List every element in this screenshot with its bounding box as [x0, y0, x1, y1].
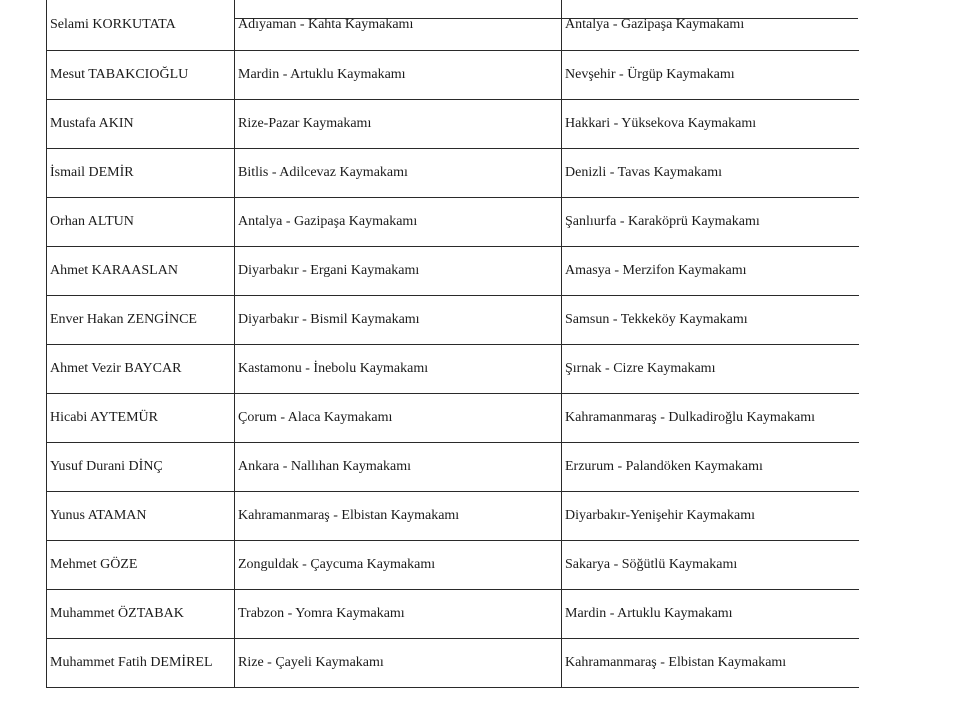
previous-post: Trabzon - Yomra Kaymakamı — [238, 606, 405, 621]
previous-post-cell — [235, 296, 562, 345]
new-post: Samsun - Tekkeköy Kaymakamı — [565, 312, 748, 327]
previous-post-cell — [235, 198, 562, 247]
new-post: Mardin - Artuklu Kaymakamı — [565, 606, 733, 621]
previous-post-cell — [235, 443, 562, 492]
person-name: Selami KORKUTATA — [50, 17, 176, 32]
new-post-cell — [562, 345, 859, 394]
previous-post-cell — [235, 345, 562, 394]
previous-post: Adıyaman - Kahta Kaymakamı — [238, 17, 414, 32]
previous-post: Antalya - Gazipaşa Kaymakamı — [238, 214, 418, 229]
new-post-cell — [562, 541, 859, 590]
new-post-cell — [562, 0, 859, 51]
new-post: Şırnak - Cizre Kaymakamı — [565, 361, 716, 376]
new-post: Hakkari - Yüksekova Kaymakamı — [565, 116, 757, 131]
previous-post-cell — [235, 590, 562, 639]
new-post: Antalya - Gazipaşa Kaymakamı — [565, 17, 745, 32]
new-post-cell — [562, 149, 859, 198]
previous-post-cell — [235, 51, 562, 100]
person-name: Mustafa AKIN — [50, 116, 134, 131]
name-cell — [47, 345, 235, 394]
previous-post: Mardin - Artuklu Kaymakamı — [238, 67, 406, 82]
previous-post-cell — [235, 100, 562, 149]
name-cell — [47, 590, 235, 639]
previous-post-cell — [235, 149, 562, 198]
previous-post-cell — [235, 247, 562, 296]
table-row — [47, 639, 859, 688]
name-cell — [47, 51, 235, 100]
name-cell — [47, 198, 235, 247]
previous-post: Kahramanmaraş - Elbistan Kaymakamı — [238, 508, 460, 523]
person-name: Mesut TABAKCIOĞLU — [50, 67, 189, 82]
table-row — [47, 247, 859, 296]
new-post: Diyarbakır-Yenişehir Kaymakamı — [565, 508, 755, 523]
previous-post: Ankara - Nallıhan Kaymakamı — [238, 459, 411, 474]
previous-post: Diyarbakır - Ergani Kaymakamı — [238, 263, 420, 278]
new-post-cell — [562, 590, 859, 639]
new-post-cell — [562, 394, 859, 443]
previous-post: Rize - Çayeli Kaymakamı — [238, 655, 384, 670]
table-row — [47, 149, 859, 198]
new-post-cell — [562, 198, 859, 247]
new-post-cell — [562, 639, 859, 688]
table-row — [47, 100, 859, 149]
appointment-table — [46, 0, 859, 688]
previous-post-cell — [235, 492, 562, 541]
new-post: Kahramanmaraş - Elbistan Kaymakamı — [565, 655, 787, 670]
person-name: Ahmet KARAASLAN — [50, 263, 178, 278]
person-name: Mehmet GÖZE — [50, 557, 138, 572]
previous-post: Çorum - Alaca Kaymakamı — [238, 410, 393, 425]
person-name: İsmail DEMİR — [50, 165, 134, 180]
person-name: Ahmet Vezir BAYCAR — [50, 361, 182, 376]
new-post-cell — [562, 296, 859, 345]
new-post-cell — [562, 443, 859, 492]
previous-post: Kastamonu - İnebolu Kaymakamı — [238, 361, 429, 376]
new-post-cell — [562, 492, 859, 541]
name-cell — [47, 296, 235, 345]
table-row — [47, 296, 859, 345]
table-row — [47, 590, 859, 639]
name-cell — [47, 443, 235, 492]
name-cell — [47, 639, 235, 688]
name-cell — [47, 100, 235, 149]
new-post: Sakarya - Söğütlü Kaymakamı — [565, 557, 738, 572]
new-post: Nevşehir - Ürgüp Kaymakamı — [565, 67, 735, 82]
person-name: Muhammet ÖZTABAK — [50, 606, 184, 621]
name-cell — [47, 149, 235, 198]
person-name: Enver Hakan ZENGİNCE — [50, 312, 197, 327]
table-row — [47, 443, 859, 492]
name-cell — [47, 247, 235, 296]
person-name: Yusuf Durani DİNÇ — [50, 459, 163, 474]
previous-post: Zonguldak - Çaycuma Kaymakamı — [238, 557, 436, 572]
new-post: Kahramanmaraş - Dulkadiroğlu Kaymakamı — [565, 410, 815, 425]
table-row — [47, 0, 859, 51]
new-post: Şanlıurfa - Karaköprü Kaymakamı — [565, 214, 760, 229]
new-post: Amasya - Merzifon Kaymakamı — [565, 263, 747, 278]
table-row — [47, 51, 859, 100]
person-name: Muhammet Fatih DEMİREL — [50, 655, 213, 670]
table-row — [47, 492, 859, 541]
new-post-cell — [562, 51, 859, 100]
person-name: Orhan ALTUN — [50, 214, 134, 229]
previous-post-cell — [235, 639, 562, 688]
previous-post-cell — [235, 394, 562, 443]
previous-post: Bitlis - Adilcevaz Kaymakamı — [238, 165, 408, 180]
previous-post: Rize-Pazar Kaymakamı — [238, 116, 372, 131]
person-name: Yunus ATAMAN — [50, 508, 147, 523]
table-row — [47, 394, 859, 443]
previous-post-cell — [235, 0, 562, 51]
new-post-cell — [562, 247, 859, 296]
previous-post: Diyarbakır - Bismil Kaymakamı — [238, 312, 420, 327]
name-cell — [47, 492, 235, 541]
table-row — [47, 198, 859, 247]
new-post-cell — [562, 100, 859, 149]
previous-post-cell — [235, 541, 562, 590]
person-name: Hicabi AYTEMÜR — [50, 410, 158, 425]
name-cell — [47, 0, 235, 51]
table-row — [47, 345, 859, 394]
name-cell — [47, 541, 235, 590]
table-row — [47, 541, 859, 590]
new-post: Denizli - Tavas Kaymakamı — [565, 165, 722, 180]
name-cell — [47, 394, 235, 443]
new-post: Erzurum - Palandöken Kaymakamı — [565, 459, 763, 474]
